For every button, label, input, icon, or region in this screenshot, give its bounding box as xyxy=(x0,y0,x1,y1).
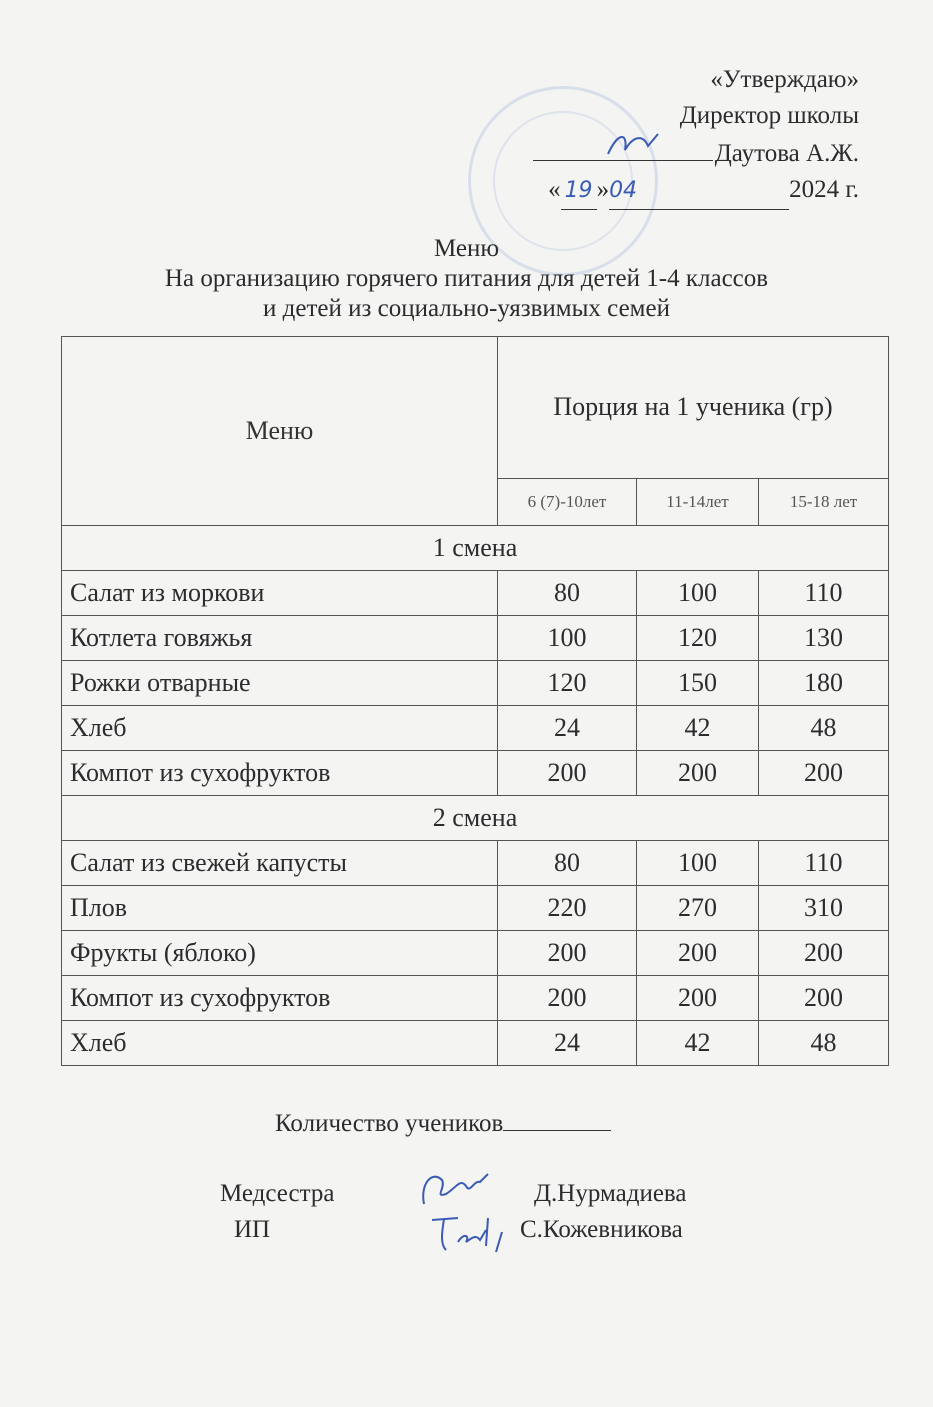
nurse-role: Медсестра xyxy=(220,1180,335,1207)
portion-value: 200 xyxy=(637,751,759,796)
ip-role: ИП xyxy=(234,1216,271,1243)
title-audience: и детей из социально-уязвимых семей xyxy=(263,295,670,322)
approval-signature-line xyxy=(533,134,859,172)
title-purpose: На организацию горячего питания для детей 1-4 классов xyxy=(164,265,769,292)
students-label: Количество учеников xyxy=(275,1110,504,1137)
portion-value: 110 xyxy=(759,841,889,886)
portion-value: 270 xyxy=(637,886,759,931)
table-row xyxy=(62,751,889,796)
dish-name: Салат из свежей капусты xyxy=(62,841,498,886)
portion-value: 110 xyxy=(759,571,889,616)
portion-value: 200 xyxy=(498,751,637,796)
table-row xyxy=(62,661,889,706)
age-group-header: 6 (7)-10лет xyxy=(498,478,637,525)
ip-name: С.Кожевникова xyxy=(520,1216,683,1243)
students-blank xyxy=(503,1108,611,1131)
document-title xyxy=(0,234,933,324)
table-row xyxy=(62,571,889,616)
portion-column-header: Порция на 1 ученика (гр) xyxy=(498,337,889,479)
students-count xyxy=(275,1108,611,1138)
dish-name: Хлеб xyxy=(62,1021,498,1066)
director-signature-mark xyxy=(603,130,663,160)
dish-name: Хлеб xyxy=(62,706,498,751)
portion-value: 200 xyxy=(498,976,637,1021)
ip-signature xyxy=(428,1212,518,1256)
shift-header-1: 1 смена xyxy=(62,526,889,571)
nurse-signature xyxy=(416,1168,496,1212)
table-row xyxy=(62,616,889,661)
date-year: 2024 г. xyxy=(789,176,859,203)
portion-value: 200 xyxy=(759,976,889,1021)
table-row xyxy=(62,931,889,976)
portion-value: 130 xyxy=(759,616,889,661)
portion-value: 200 xyxy=(498,931,637,976)
director-signature xyxy=(533,134,713,161)
date-day: 19 xyxy=(561,173,597,210)
portion-value: 42 xyxy=(637,1021,759,1066)
portion-value: 200 xyxy=(637,976,759,1021)
portion-value: 200 xyxy=(759,751,889,796)
portion-value: 120 xyxy=(637,616,759,661)
dish-name: Плов xyxy=(62,886,498,931)
title-menu: Меню xyxy=(433,235,500,262)
approval-block xyxy=(533,62,859,210)
portion-value: 100 xyxy=(637,841,759,886)
nurse-name: Д.Нурмадиева xyxy=(534,1180,687,1207)
portion-value: 24 xyxy=(498,706,637,751)
portion-value: 120 xyxy=(498,661,637,706)
portion-value: 24 xyxy=(498,1021,637,1066)
dish-name: Салат из моркови xyxy=(62,571,498,616)
dish-name: Рожки отварные xyxy=(62,661,498,706)
date-open-quote: « xyxy=(548,176,561,203)
approval-position: Директор школы xyxy=(679,102,859,129)
portion-value: 220 xyxy=(498,886,637,931)
portion-value: 310 xyxy=(759,886,889,931)
table-row xyxy=(62,706,889,751)
table-row xyxy=(62,886,889,931)
date-close-quote: » xyxy=(596,176,610,203)
table-row xyxy=(62,976,889,1021)
dish-name: Фрукты (яблоко) xyxy=(62,931,498,976)
portion-value: 48 xyxy=(759,1021,889,1066)
portion-value: 48 xyxy=(759,706,889,751)
age-group-header: 15-18 лет xyxy=(759,478,889,525)
table-row xyxy=(62,841,889,886)
shift-header-2: 2 смена xyxy=(62,796,889,841)
menu-column-header: Меню xyxy=(62,337,498,526)
director-name: Даутова А.Ж. xyxy=(714,140,859,167)
approval-date xyxy=(533,172,859,210)
dish-name: Котлета говяжья xyxy=(62,616,498,661)
portion-value: 180 xyxy=(759,661,889,706)
dish-name: Компот из сухофруктов xyxy=(62,751,498,796)
table-row xyxy=(62,1021,889,1066)
approval-title: «Утверждаю» xyxy=(710,66,859,93)
date-month: 04 xyxy=(609,178,638,203)
portion-value: 200 xyxy=(637,931,759,976)
age-group-header: 11-14лет xyxy=(637,478,759,525)
menu-table xyxy=(61,336,889,1066)
portion-value: 150 xyxy=(637,661,759,706)
dish-name: Компот из сухофруктов xyxy=(62,976,498,1021)
portion-value: 80 xyxy=(498,571,637,616)
portion-value: 200 xyxy=(759,931,889,976)
portion-value: 42 xyxy=(637,706,759,751)
portion-value: 80 xyxy=(498,841,637,886)
portion-value: 100 xyxy=(498,616,637,661)
portion-value: 100 xyxy=(637,571,759,616)
